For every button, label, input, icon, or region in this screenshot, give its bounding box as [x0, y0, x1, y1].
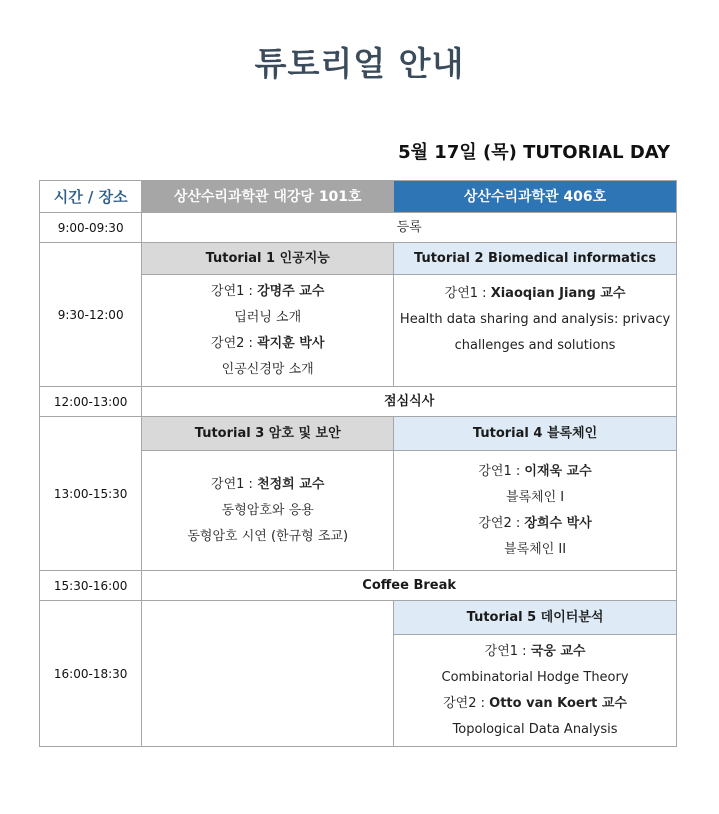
lecture-line: 강연1 : 국웅 교수: [484, 643, 586, 659]
table-row: [40, 417, 677, 451]
tutorial-2-details: [394, 275, 677, 387]
lecture-topic: challenges and solutions: [454, 338, 616, 353]
schedule-table: [39, 180, 677, 747]
lecture-line: 강연2 : 곽지훈 박사: [211, 335, 325, 351]
header-room-a: 상산수리과학관 대강당 101호: [142, 181, 394, 213]
empty-cell: [142, 601, 394, 747]
lecture-line: 강연2 : 장희수 박사: [478, 515, 592, 531]
header-time-place: 시간 / 장소: [40, 181, 142, 213]
speaker-name: 국웅 교수: [530, 643, 586, 659]
lecture-topic: 딥러닝 소개: [234, 309, 302, 325]
time-cell: 15:30-16:00: [40, 571, 142, 601]
tutorial-1-title: Tutorial 1 인공지능: [142, 243, 394, 275]
time-cell: 9:00-09:30: [40, 213, 142, 243]
speaker-name: 강명주 교수: [257, 283, 325, 299]
page-title: 튜토리얼 안내: [254, 44, 465, 83]
tutorial-5-details: [394, 635, 677, 747]
lecture-line: 강연1 : 이재욱 교수: [478, 463, 592, 479]
time-cell: 9:30-12:00: [40, 243, 142, 387]
lecture-topic: 블록체인 I: [505, 489, 565, 505]
lecture-topic: 동형암호 시연 (한규형 조교): [187, 528, 349, 544]
lecture-line: 강연1 : 천정희 교수: [211, 476, 325, 492]
lecture-topic: Health data sharing and analysis: privacy: [399, 312, 671, 327]
lecture-topic: 동형암호와 응용: [221, 502, 314, 518]
time-cell: 13:00-15:30: [40, 417, 142, 571]
speaker-name: Otto van Koert 교수: [489, 695, 627, 711]
table-row: [40, 571, 677, 601]
time-cell: 12:00-13:00: [40, 387, 142, 417]
coffee-break-cell: Coffee Break: [142, 571, 677, 601]
speaker-name: Xiaoqian Jiang 교수: [490, 286, 626, 301]
lecture-topic: Combinatorial Hodge Theory: [441, 669, 629, 685]
speaker-name: 이재욱 교수: [524, 463, 592, 479]
tutorial-1-details: [142, 275, 394, 387]
lecture-topic: 인공신경망 소개: [221, 361, 314, 377]
registration-cell: 등록: [142, 213, 677, 243]
lecture-line: 강연1 : Xiaoqian Jiang 교수: [444, 286, 626, 301]
lecture-topic: Topological Data Analysis: [452, 721, 618, 737]
lecture-topic: 블록체인 II: [504, 541, 567, 557]
tutorial-3-details: [142, 451, 394, 571]
table-row: [40, 213, 677, 243]
speaker-name: 천정희 교수: [257, 476, 325, 492]
lecture-line: 강연1 : 강명주 교수: [211, 283, 325, 299]
tutorial-5-title: Tutorial 5 데이터분석: [394, 601, 677, 635]
tutorial-4-details: [394, 451, 677, 571]
lecture-line: 강연2 : Otto van Koert 교수: [443, 695, 627, 711]
header-room-b: 상산수리과학관 406호: [394, 181, 677, 213]
tutorial-3-title: Tutorial 3 암호 및 보안: [142, 417, 394, 451]
table-row: [40, 243, 677, 275]
table-header-row: [40, 181, 677, 213]
time-cell: 16:00-18:30: [40, 601, 142, 747]
speaker-name: 곽지훈 박사: [257, 335, 325, 351]
speaker-name: 장희수 박사: [524, 515, 592, 531]
tutorial-4-title: Tutorial 4 블록체인: [394, 417, 677, 451]
table-row: [40, 387, 677, 417]
lunch-cell: 점심식사: [142, 387, 677, 417]
table-row: [40, 601, 677, 635]
event-date: 5월 17일 (목) TUTORIAL DAY: [398, 142, 670, 163]
tutorial-2-title: Tutorial 2 Biomedical informatics: [394, 243, 677, 275]
